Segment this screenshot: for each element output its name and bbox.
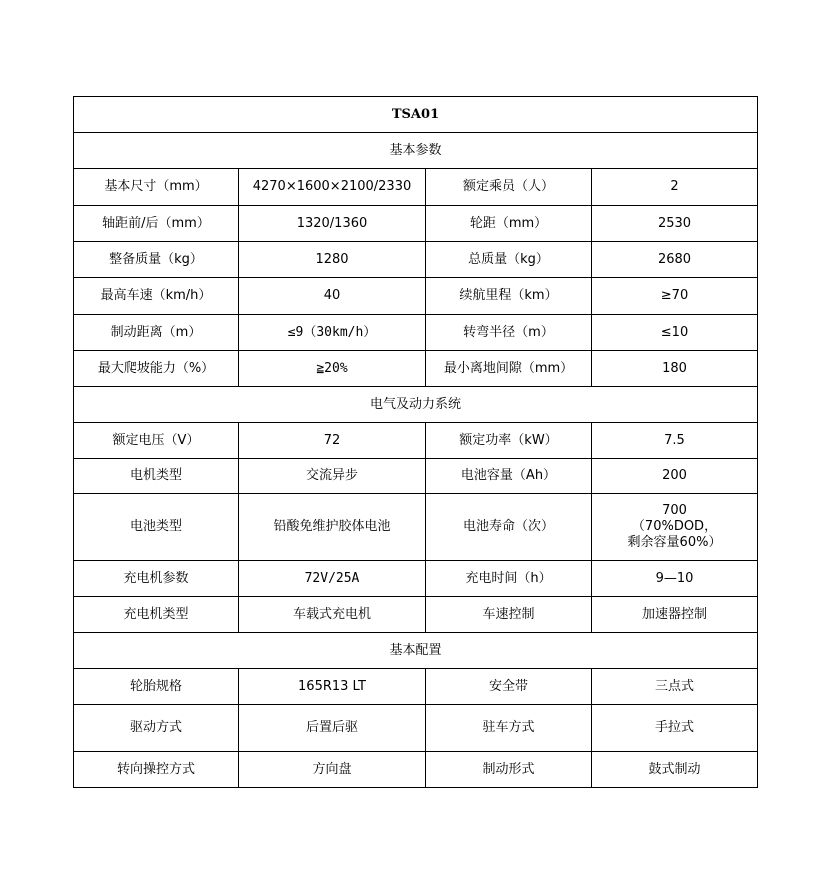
value-drive-mode: 后置后驱 — [239, 705, 426, 752]
label-ground-clearance: 最小离地间隙（mm） — [426, 351, 592, 387]
label-rated-passengers: 额定乘员（人） — [426, 169, 592, 206]
label-motor-type: 电机类型 — [74, 459, 239, 494]
label-wheelbase: 轴距前/后（mm） — [74, 206, 239, 242]
value-charge-time: 9—10 — [592, 561, 758, 597]
value-charger-type: 车载式充电机 — [239, 597, 426, 633]
value-range: ≥70 — [592, 278, 758, 315]
value-tire-spec: 165R13 LT — [239, 669, 426, 705]
label-drive-mode: 驱动方式 — [74, 705, 239, 752]
label-battery-type: 电池类型 — [74, 494, 239, 561]
value-motor-type: 交流异步 — [239, 459, 426, 494]
value-track: 2530 — [592, 206, 758, 242]
label-tire-spec: 轮胎规格 — [74, 669, 239, 705]
label-seat-belt: 安全带 — [426, 669, 592, 705]
value-battery-life — [592, 494, 758, 561]
label-brake-type: 制动形式 — [426, 752, 592, 788]
value-wheelbase: 1320/1360 — [239, 206, 426, 242]
model-title: TSA01 — [74, 97, 758, 133]
section-basic-params: 基本参数 — [74, 133, 758, 169]
value-max-speed: 40 — [239, 278, 426, 315]
value-speed-control: 加速器控制 — [592, 597, 758, 633]
battery-life-cycles: 700 — [662, 503, 687, 518]
value-ground-clearance: 180 — [592, 351, 758, 387]
value-rated-passengers: 2 — [592, 169, 758, 206]
label-max-speed: 最高车速（km/h） — [74, 278, 239, 315]
value-battery-capacity: 200 — [592, 459, 758, 494]
value-steering-control: 方向盘 — [239, 752, 426, 788]
label-charger-type: 充电机类型 — [74, 597, 239, 633]
label-battery-life: 电池寿命（次） — [426, 494, 592, 561]
spec-table — [73, 96, 758, 788]
value-brake-type: 鼓式制动 — [592, 752, 758, 788]
label-braking-distance: 制动距离（m） — [74, 315, 239, 351]
label-track: 轮距（mm） — [426, 206, 592, 242]
label-turning-radius: 转弯半径（m） — [426, 315, 592, 351]
section-config: 基本配置 — [74, 633, 758, 669]
label-speed-control: 车速控制 — [426, 597, 592, 633]
value-rated-power: 7.5 — [592, 423, 758, 459]
value-curb-weight: 1280 — [239, 242, 426, 278]
label-dimensions: 基本尺寸（mm） — [74, 169, 239, 206]
value-parking-mode: 手拉式 — [592, 705, 758, 752]
label-max-gradeability: 最大爬坡能力（%） — [74, 351, 239, 387]
label-steering-control: 转向操控方式 — [74, 752, 239, 788]
label-battery-capacity: 电池容量（Ah） — [426, 459, 592, 494]
value-rated-voltage: 72 — [239, 423, 426, 459]
value-battery-type: 铅酸免维护胶体电池 — [239, 494, 426, 561]
battery-life-dod: （70%DOD， — [631, 519, 718, 534]
value-dimensions: 4270×1600×2100/2330 — [239, 169, 426, 206]
value-max-gradeability: ≧20% — [239, 351, 426, 387]
label-gross-weight: 总质量（kg） — [426, 242, 592, 278]
value-gross-weight: 2680 — [592, 242, 758, 278]
label-charge-time: 充电时间（h） — [426, 561, 592, 597]
section-electrical: 电气及动力系统 — [74, 387, 758, 423]
battery-life-remaining: 剩余容量60%） — [627, 535, 722, 550]
label-curb-weight: 整备质量（kg） — [74, 242, 239, 278]
label-charger-params: 充电机参数 — [74, 561, 239, 597]
label-parking-mode: 驻车方式 — [426, 705, 592, 752]
value-charger-params: 72V/25A — [239, 561, 426, 597]
label-range: 续航里程（km） — [426, 278, 592, 315]
label-rated-power: 额定功率（kW） — [426, 423, 592, 459]
value-seat-belt: 三点式 — [592, 669, 758, 705]
value-braking-distance: ≤9（30km/h） — [239, 315, 426, 351]
label-rated-voltage: 额定电压（V） — [74, 423, 239, 459]
value-turning-radius: ≤10 — [592, 315, 758, 351]
